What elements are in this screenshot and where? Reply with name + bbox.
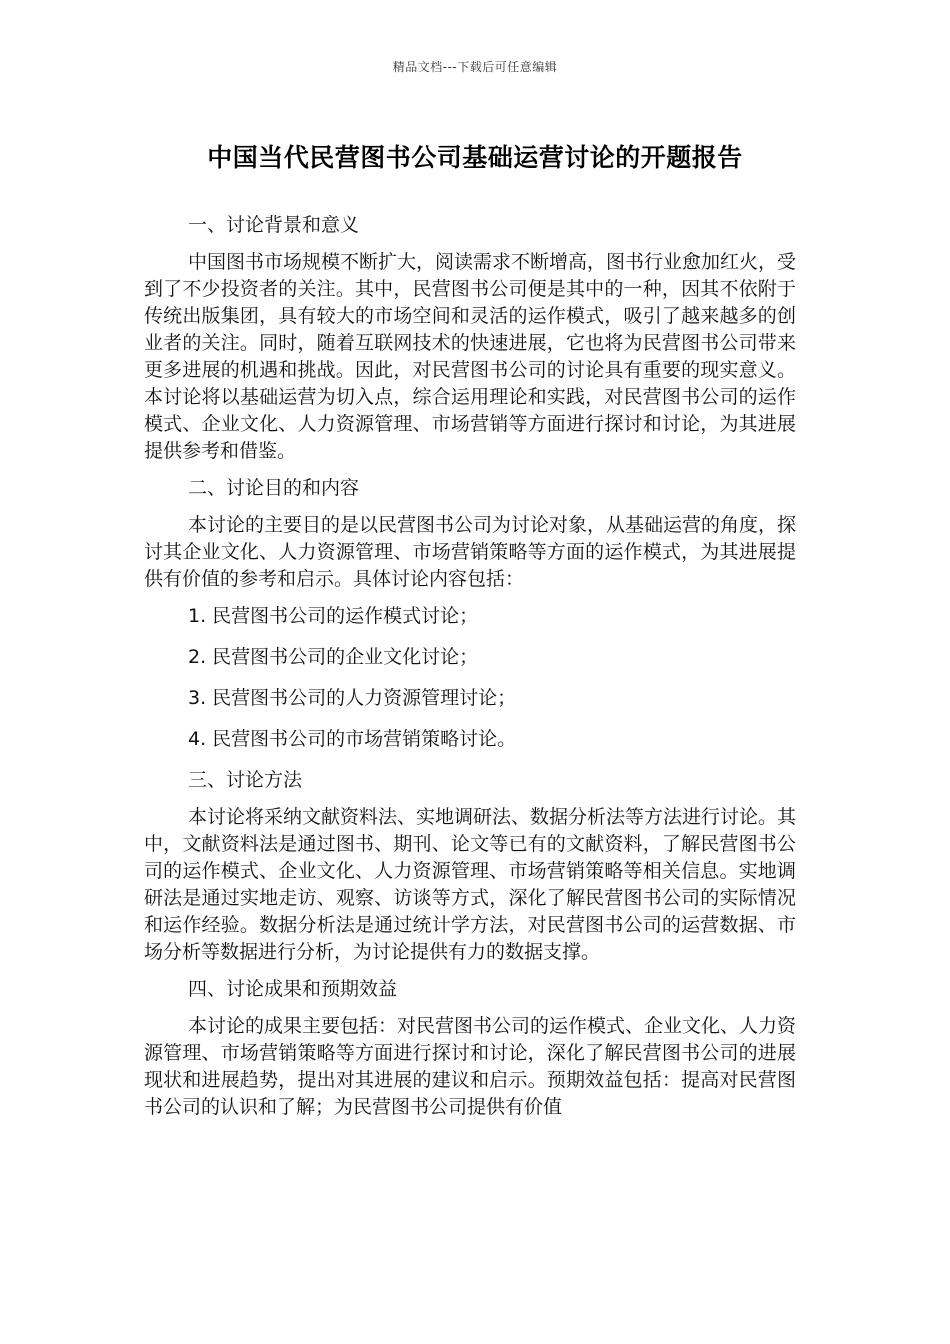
section-paragraph-methods: 本讨论将采纳文献资料法、实地调研法、数据分析法等方法进行讨论。其中，文献资料法是通过图书、期刊、论文等已有的文献资料，了解民营图书公司的运作模式、企业文化、人力资源管理、市场营销策略等相关信息。实地调研法是通过实地走访、观察、访谈等方式，深化了解民营图书公司的实际情况和运作经验。数据分析法是通过统计学方法，对民营图书公司的运营数据、市场分析等数据进行分析，为讨论提供有力的数据支撑。 [144, 806, 797, 963]
list-item-number: 4. [188, 728, 207, 750]
document-body [144, 212, 796, 1131]
list-item-number: 1. [188, 605, 207, 627]
document-title: 中国当代民营图书公司基础运营讨论的开题报告 [207, 143, 743, 172]
list-item-number: 3. [188, 687, 207, 709]
list-item-text: 民营图书公司的运作模式讨论； [212, 605, 479, 627]
section-paragraph-outcomes: 本讨论的成果主要包括：对民营图书公司的运作模式、企业文化、人力资源管理、市场营销策略等方面进行探讨和讨论，深化了解民营图书公司的进展现状和进展趋势，提出对其进展的建议和启示。预期效益包括：提高对民营图书公司的认识和了解；为民营图书公司提供有价值 [144, 1015, 797, 1118]
list-item [144, 726, 796, 753]
list-item-number: 2. [188, 646, 207, 668]
list-item [144, 644, 796, 671]
list-item-text: 民营图书公司的企业文化讨论； [212, 646, 479, 668]
section-heading-methods: 三、讨论方法 [188, 769, 303, 791]
section-paragraph-background: 中国图书市场规模不断扩大，阅读需求不断增高，图书行业愈加红火，受到了不少投资者的关注。其中，民营图书公司便是其中的一种，因其不依附于传统出版集团，具有较大的市场空间和灵活的运作模式，吸引了越来越多的创业者的关注。同时，随着互联网技术的快速进展，它也将为民营图书公司带来更多进展的机遇和挑战。因此，对民营图书公司的讨论具有重要的现实意义。本讨论将以基础运营为切入点，综合运用理论和实践，对民营图书公司的运作模式、企业文化、人力资源管理、市场营销等方面进行探讨和讨论，为其进展提供参考和借鉴。 [144, 251, 797, 462]
list-item [144, 603, 796, 630]
header-note: 精品文档---下载后可任意编辑 [392, 60, 558, 74]
list-item-text: 民营图书公司的人力资源管理讨论； [212, 687, 517, 709]
section-heading-purpose: 二、讨论目的和内容 [188, 477, 360, 499]
section-heading-outcomes: 四、讨论成果和预期效益 [188, 978, 398, 1000]
section-paragraph-purpose: 本讨论的主要目的是以民营图书公司为讨论对象，从基础运营的角度，探讨其企业文化、人力资源管理、市场营销策略等方面的运作模式，为其进展提供有价值的参考和启示。具体讨论内容包括： [144, 514, 797, 590]
list-item-text: 民营图书公司的市场营销策略讨论。 [212, 728, 517, 750]
section-heading-background: 一、讨论背景和意义 [188, 214, 360, 236]
list-item [144, 685, 796, 712]
